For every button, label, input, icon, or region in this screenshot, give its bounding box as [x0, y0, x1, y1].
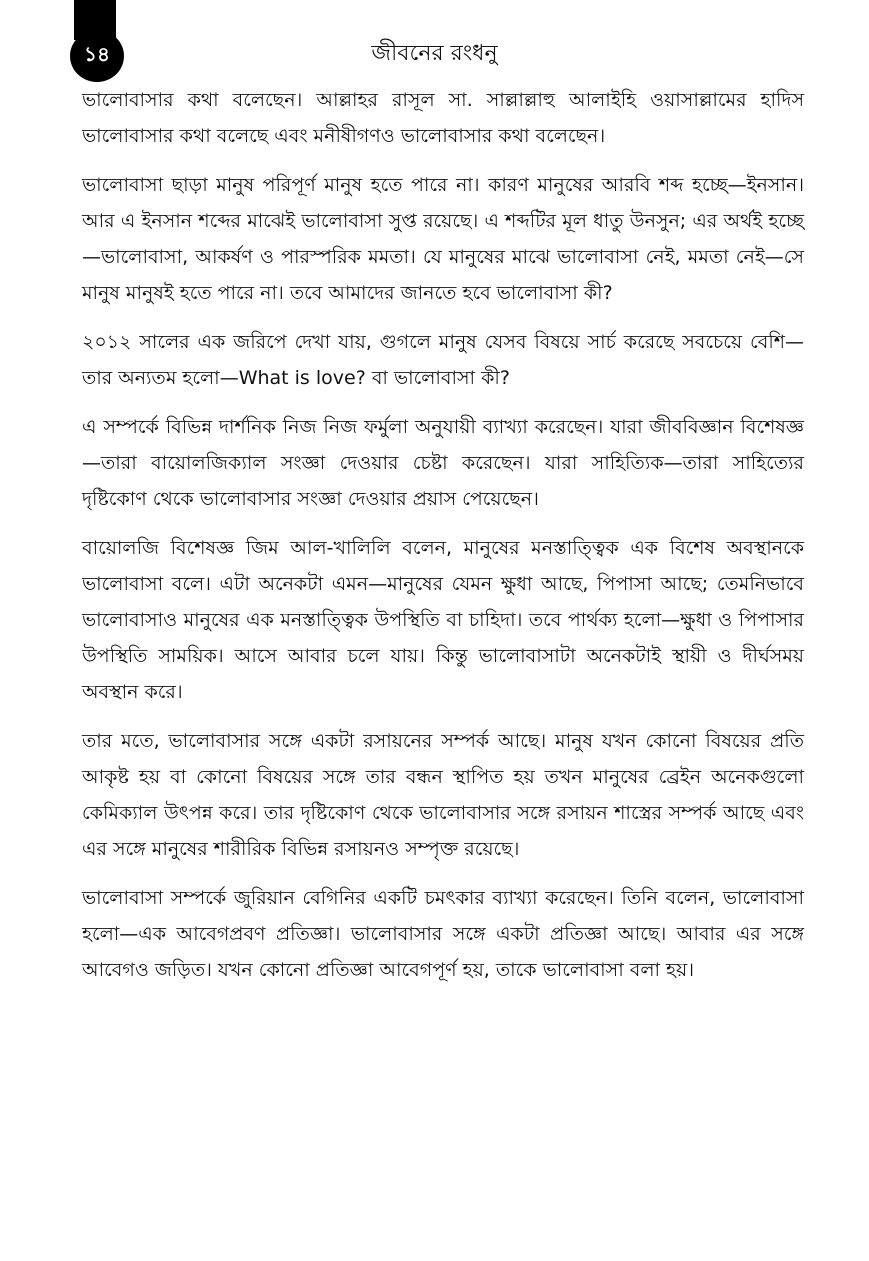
paragraph-2: ভালোবাসা ছাড়া মানুষ পরিপূর্ণ মানুষ হতে পারে না। কারণ মানুষের আরবি শব্দ হচ্ছে—ইনসান। আর এ ইনসান শব্দের মাঝেই ভালোবাসা সুপ্ত রয়েছে। এ শব্দটির মূল ধাতু উনসুন; এর অর্থই হচ্ছে—ভালোবাসা, আকর্ষণ ও পারস্পরিক মমতা। যে মানুষের মাঝে ভালোবাসা নেই, মমতা নেই—সে মানুষ মানুষই হতে পারে না। তবে আমাদের জানতে হবে ভালোবাসা কী?	[82, 174, 804, 304]
paragraph-4: এ সম্পর্কে বিভিন্ন দার্শনিক নিজ নিজ ফর্মুলা অনুযায়ী ব্যাখ্যা করেছেন। যারা জীববিজ্ঞান বিশেষজ্ঞ—তারা বায়োলজিক্যাল সংজ্ঞা দেওয়ার চেষ্টা করেছেন। যারা সাহিত্যিক—তারা সাহিত্যের দৃষ্টিকোণ থেকে ভালোবাসার সংজ্ঞা দেওয়ার প্রয়াস পেয়েছেন।	[82, 416, 804, 510]
page-number-badge: ১৪	[70, 30, 124, 82]
paragraph-1: ভালোবাসার কথা বলেছেন। আল্লাহর রাসূল সা. সাল্লাল্লাহু আলাইহি ওয়াসাল্লামের হাদিস ভালোবাসার কথা বলেছে এবং মনীষীগণও ভালোবাসার কথা বলেছেন।	[82, 89, 804, 147]
paragraph-6: তার মতে, ভালোবাসার সঙ্গে একটা রসায়নের সম্পর্ক আছে। মানুষ যখন কোনো বিষয়ের প্রতি আকৃষ্ট হয় বা কোনো বিষয়ের সঙ্গে তার বন্ধন স্থাপিত হয় তখন মানুষের ব্রেইন অনেকগুলো কেমিক্যাল উৎপন্ন করে। তার দৃষ্টিকোণ থেকে ভালোবাসার সঙ্গে রসায়ন শাস্ত্রের সম্পর্ক আছে এবং এর সঙ্গে মানুষের শারীরিক বিভিন্ন রসায়নও সম্পৃক্ত রয়েছে।	[82, 730, 804, 860]
paragraph-5: বায়োলজি বিশেষজ্ঞ জিম আল-খালিলি বলেন, মানুষের মনস্তাত্ত্বিক এক বিশেষ অবস্থানকে ভালোবাসা বলে। এটা অনেকটা এমন—মানুষের যেমন ক্ষুধা আছে, পিপাসা আছে; তেমনিভাবে ভালোবাসাও মানুষের এক মনস্তাত্ত্বিক উপস্থিতি বা চাহিদা। তবে পার্থক্য হলো—ক্ষুধা ও পিপাসার উপস্থিতি সাময়িক। আসে আবার চলে যায়। কিন্তু ভালোবাসাটা অনেকটাই স্থায়ী ও দীর্ঘসময় অবস্থান করে।	[82, 537, 804, 703]
body-text	[82, 82, 804, 1001]
paragraph-3: ২০১২ সালের এক জরিপে দেখা যায়, গুগলে মানুষ যেসব বিষয়ে সার্চ করেছে সবচেয়ে বেশি—তার অন্যতম হলো—What is love? বা ভালোবাসা কী?	[82, 331, 804, 389]
running-header-title: জীবনের রংধনু	[371, 41, 498, 66]
paragraph-7: ভালোবাসা সম্পর্কে জুরিয়ান বেগিনির একটি চমৎকার ব্যাখ্যা করেছেন। তিনি বলেন, ভালোবাসা হলো—এক আবেগপ্রবণ প্রতিজ্ঞা। ভালোবাসার সঙ্গে একটা প্রতিজ্ঞা আছে। আবার এর সঙ্গে আবেগও জড়িত। যখন কোনো প্রতিজ্ঞা আবেগপূর্ণ হয়, তাকে ভালোবাসা বলা হয়।	[82, 887, 804, 981]
